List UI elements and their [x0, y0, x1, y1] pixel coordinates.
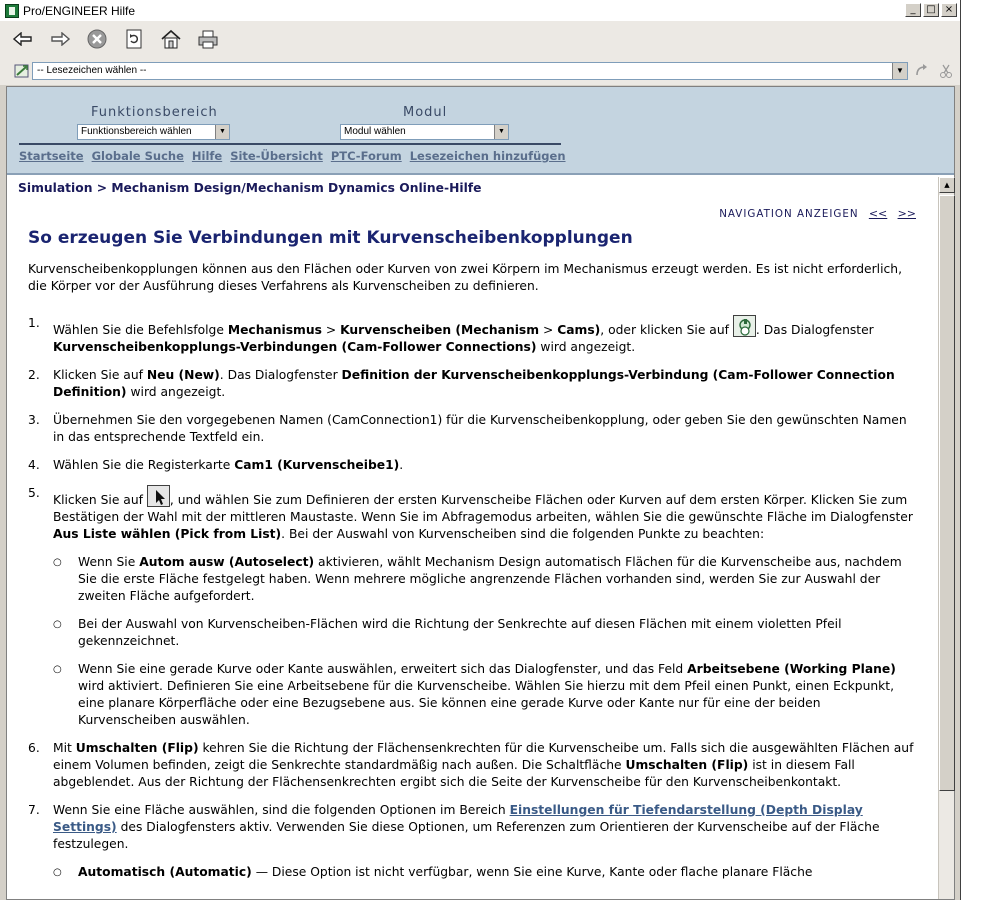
text: ist in diesem Fall abgeblendet. Aus der Richtung der Flächensenkrechten ergibt sich die Seite der Kurvenscheibe für den Kurvenscheibenkontakt.	[53, 758, 855, 789]
step-text	[53, 367, 918, 401]
text: wird angezeigt.	[536, 340, 636, 354]
text: , oder klicken Sie auf	[600, 323, 733, 337]
chevron-down-icon[interactable]: ▼	[892, 63, 907, 79]
chevron-down-icon[interactable]: ▼	[215, 125, 229, 139]
list-item	[28, 367, 918, 401]
scissors-icon[interactable]	[938, 63, 954, 79]
app-icon	[5, 4, 19, 18]
maximize-button[interactable]: □	[923, 3, 939, 17]
functional-area-label: Funktionsbereich	[91, 105, 218, 120]
bullet-icon: ○	[53, 867, 62, 878]
step-text: Übernehmen Sie den vorgegebenen Namen (CamConnection1) für die Kurvenscheibenkopplung, oder geben Sie den gewünschten Namen in das entsprechende Textfeld ein.	[53, 413, 907, 444]
list-item	[28, 740, 918, 791]
text: wird angezeigt.	[126, 385, 226, 399]
button-name: Umschalten (Flip)	[75, 741, 199, 755]
topic-navigation	[7, 87, 954, 175]
text: Mit	[53, 741, 76, 755]
window-controls	[905, 3, 957, 17]
sub-item-text	[78, 554, 918, 605]
text: Wenn Sie eine Fläche auswählen, sind die folgenden Optionen im Bereich	[53, 803, 510, 817]
sub-list-item	[53, 661, 918, 729]
go-icon[interactable]	[914, 63, 930, 79]
forward-icon[interactable]	[45, 24, 75, 54]
divider	[19, 143, 561, 145]
stop-icon[interactable]	[82, 24, 112, 54]
dialog-name: Definition der Kurvenscheibenkopplungs-Verbindung (Cam-Follower Connection Definition)	[53, 368, 895, 399]
step-number: 3.	[28, 413, 40, 427]
text: Wählen Sie die Registerkarte	[53, 458, 235, 472]
tab-name: Cam1 (Kurvenscheibe1)	[234, 458, 400, 472]
step-number: 6.	[28, 741, 40, 755]
text: .	[399, 458, 404, 472]
text: des Dialogfensters aktiv. Verwenden Sie diese Optionen, um Referenzen zum Orientieren der Kurvenscheibe auf der Fläche festzulegen.	[53, 820, 880, 851]
text: . Das Dialogfenster	[219, 368, 342, 382]
bookmark-select-value: -- Lesezeichen wählen --	[37, 65, 147, 76]
list-item	[28, 802, 918, 892]
list-item	[28, 457, 918, 474]
step-number: 1.	[28, 316, 40, 330]
text: Klicken Sie auf	[53, 493, 147, 507]
menu-path: Kurvenscheiben (Mechanism	[340, 323, 540, 337]
text: Wenn Sie eine gerade Kurve oder Kante auswählen, erweitert sich das Dialogfenster, und das Feld	[78, 662, 688, 676]
text: — Diese Option ist nicht verfügbar, wenn Sie eine Kurve, Kante oder flache planare Fläche	[251, 865, 813, 879]
bullet-icon: ○	[53, 619, 62, 630]
list-item	[28, 315, 918, 356]
breadcrumb: Simulation > Mechanism Design/Mechanism Dynamics Online-Hilfe	[18, 181, 482, 195]
text: >	[539, 323, 558, 337]
minimize-button[interactable]: _	[905, 3, 921, 17]
sub-list-item	[53, 616, 918, 650]
step-text	[53, 740, 918, 791]
module-label: Modul	[403, 105, 448, 120]
step-text	[53, 485, 918, 729]
link-lesezeichen-hinzufuegen[interactable]: Lesezeichen hinzufügen	[409, 149, 566, 163]
bookmark-icon	[14, 63, 30, 79]
steps-list	[28, 315, 918, 899]
scroll-thumb[interactable]	[939, 195, 955, 791]
navigation-controls	[719, 207, 916, 220]
text: >	[321, 323, 341, 337]
sub-item-text	[78, 661, 918, 729]
bookmark-select[interactable]	[32, 62, 908, 80]
link-ptc-forum[interactable]: PTC-Forum	[330, 149, 402, 163]
link-startseite[interactable]: Startseite	[19, 149, 84, 163]
refresh-icon[interactable]	[119, 24, 149, 54]
bookmark-bar	[0, 57, 961, 85]
step-number: 2.	[28, 368, 40, 382]
step-number: 4.	[28, 458, 40, 472]
option-name: Automatisch (Automatic)	[78, 865, 252, 879]
functional-area-select[interactable]	[77, 124, 230, 140]
site-links	[19, 149, 566, 163]
step-text	[53, 802, 918, 892]
help-document	[7, 177, 938, 899]
text: wird aktiviert. Definieren Sie eine Arbeitsebene für die Kurvenscheibe. Wählen Sie hierzu mit dem Pfeil einen Punkt, einen Eckpunkt, eine planare Körperfläche oder eine Bezugsebene aus. Sie können eine gerade Kurve oder Kante nur für eine der beiden Kurvenscheiben auswählen.	[78, 679, 895, 727]
module-value: Modul wählen	[344, 126, 406, 137]
text: . Bei der Auswahl von Kurvenscheiben sind die folgenden Punkte zu beachten:	[281, 527, 765, 541]
text: kehren Sie die Richtung der Flächensenkrechten für die Kurvenscheibe um. Falls sich die ausgewählten Flächen auf einem Volumen befinden, zeigt die Senkrechte standardmäßig nach außen. Die Schaltfläche	[53, 741, 914, 772]
sub-list-item	[53, 554, 918, 605]
dialog-name: Kurvenscheibenkopplungs-Verbindungen (Cam-Follower Connections)	[53, 340, 537, 354]
bookmark-tools	[914, 63, 954, 79]
link-hilfe[interactable]: Hilfe	[191, 149, 223, 163]
link-globale-suche[interactable]: Globale Suche	[91, 149, 184, 163]
text: aktivieren, wählt Mechanism Design automatisch Flächen für die Kurvenscheibe aus, nachdem Sie die erste Fläche festgelegt haben. Wenn mehrere mögliche angrenzende Flächen vorhanden sind, werden Sie zur Auswahl der zweiten Fläche aufgefordert.	[78, 555, 902, 603]
text: Wählen Sie die Befehlsfolge	[53, 323, 228, 337]
list-item	[28, 485, 918, 729]
module-select[interactable]	[340, 124, 509, 140]
title-bar[interactable]	[0, 0, 961, 21]
bullet-icon: ○	[53, 557, 62, 568]
sub-item-text	[78, 864, 812, 881]
functional-area-value: Funktionsbereich wählen	[81, 126, 192, 137]
sub-item-text: Bei der Auswahl von Kurvenscheiben-Flächen wird die Richtung der Senkrechte auf diesen Flächen mit einem violetten Pfeil gekennzeichnet.	[78, 617, 842, 648]
link-site-uebersicht[interactable]: Site-Übersicht	[230, 149, 323, 163]
step-number: 5.	[28, 486, 40, 500]
close-button[interactable]: ×	[941, 3, 957, 17]
toolbar	[0, 21, 961, 57]
bullet-icon: ○	[53, 664, 62, 675]
step-text	[53, 315, 918, 356]
text: Klicken Sie auf	[53, 368, 147, 382]
button-name: Neu (New)	[146, 368, 220, 382]
page-title: So erzeugen Sie Verbindungen mit Kurvenscheibenkopplungen	[28, 228, 633, 248]
text: , und wählen Sie zum Definieren der ersten Kurvenscheibe Flächen oder Kurven auf dem ersten Körper. Klicken Sie zum Bestätigen der Wahl mit der mittleren Maustaste. Wenn Sie im Abfragemodus arbeiten, wählen Sie die gewünschte Fläche im Dialogfenster	[53, 493, 913, 524]
button-name: Umschalten (Flip)	[625, 758, 749, 772]
step-text	[53, 457, 918, 474]
intro-paragraph: Kurvenscheibenkopplungen können aus den Flächen oder Kurven von zwei Körpern im Mechanismus erzeugt werden. Es ist nicht erforderlich, die Körper vor der Ausführung dieses Verfahrens als Kurvenscheiben zu definieren.	[28, 262, 902, 293]
dialog-name: Aus Liste wählen (Pick from List)	[53, 527, 282, 541]
print-icon[interactable]	[193, 24, 223, 54]
select-arrow-icon	[147, 485, 170, 507]
next-page-link[interactable]: >>	[897, 207, 916, 220]
option-name: Autom ausw (Autoselect)	[139, 555, 315, 569]
vertical-scrollbar[interactable]	[938, 177, 954, 899]
window-title: Pro/ENGINEER Hilfe	[23, 3, 136, 18]
field-name: Arbeitsebene (Working Plane)	[687, 662, 896, 676]
text: . Das Dialogfenster	[755, 323, 874, 337]
scroll-up-icon[interactable]: ▲	[939, 177, 955, 193]
list-item	[28, 412, 918, 446]
home-icon[interactable]	[156, 24, 186, 54]
menu-path: Cams)	[557, 323, 601, 337]
previous-page-link[interactable]: <<	[868, 207, 888, 220]
show-navigation-link[interactable]: NAVIGATION ANZEIGEN	[719, 208, 859, 220]
text: Wenn Sie	[78, 555, 140, 569]
menu-path: Mechanismus	[227, 323, 322, 337]
content-frame	[6, 86, 955, 900]
sub-list-item	[53, 864, 918, 881]
step-number: 7.	[28, 803, 40, 817]
cam-tool-icon	[733, 315, 756, 337]
depth-display-settings-link[interactable]: Einstellungen für Tiefendarstellung (Depth Display Settings)	[53, 803, 863, 834]
chevron-down-icon[interactable]: ▼	[494, 125, 508, 139]
back-icon[interactable]	[8, 24, 38, 54]
